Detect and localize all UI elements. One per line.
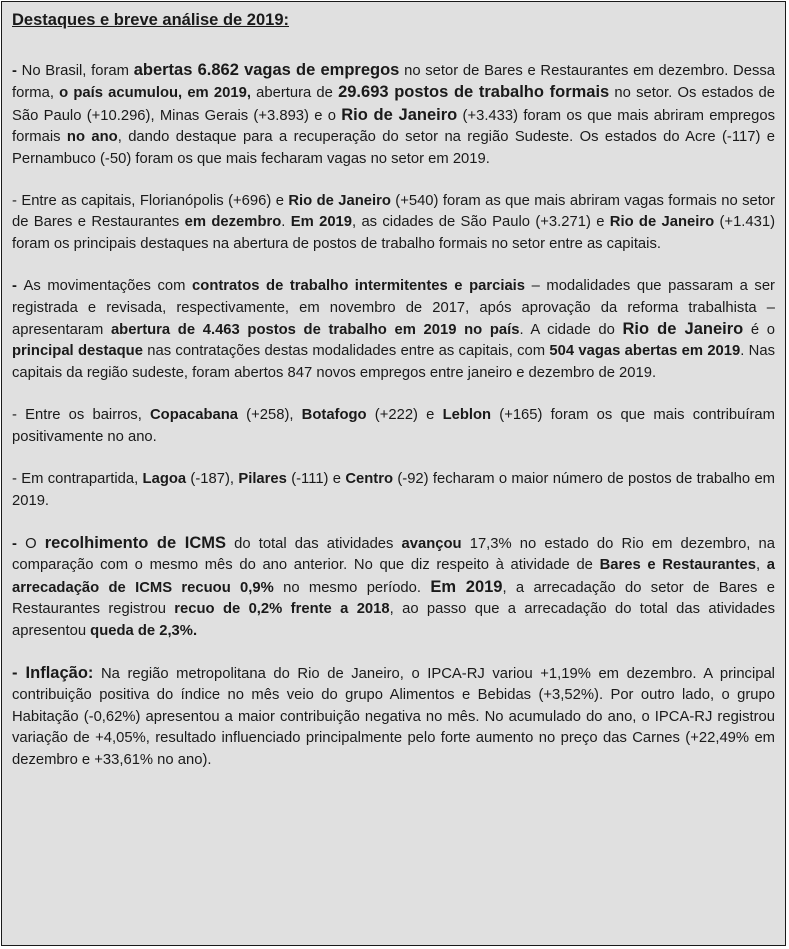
paragraph-3	[12, 276, 775, 384]
highlight-text: abertura de 4.463 postos de trabalho em 2019 no país	[110, 322, 520, 339]
body-text: (+222) e	[366, 407, 443, 424]
body-text: (+258),	[238, 407, 302, 424]
highlight-text: o país acumulou, em 2019,	[59, 85, 251, 102]
body-text: (+3.433) foram os que mais abriram empregos formais	[12, 107, 775, 146]
highlight-text: Rio de Janeiro	[622, 320, 744, 339]
body-text: - Entre as capitais, Florianópolis (+696) e	[12, 193, 289, 210]
highlight-text: Pilares	[238, 471, 287, 488]
body-text: .	[281, 214, 291, 231]
highlight-text: -	[12, 63, 22, 79]
body-text: . Nas capitais da região sudeste, foram abertos 847 novos empregos entre janeiro e dezembro de 2019.	[12, 343, 775, 381]
highlight-text: em dezembro	[184, 214, 282, 231]
highlight-text: Rio de Janeiro	[609, 214, 715, 231]
body-text: (+540) foram as que mais abriram vagas formais no setor de Bares e Restaurantes	[12, 193, 775, 231]
body-text: - Entre os bairros,	[12, 407, 150, 424]
highlight-text: 29.693 postos de trabalho formais	[338, 83, 610, 102]
body-text: do total das atividades	[226, 535, 402, 552]
highlight-text: a arrecadação de ICMS recuou 0,9%	[12, 557, 775, 596]
highlight-text: recolhimento de ICMS	[44, 533, 227, 552]
highlight-text: contratos de trabalho intermitentes e parciais	[192, 278, 526, 295]
body-text: , ao passo que a arrecadação do total das atividades apresentou	[12, 601, 775, 639]
highlight-text: Leblon	[442, 407, 492, 424]
body-text: (-92) fecharam o maior número de postos de trabalho em 2019.	[12, 471, 776, 509]
body-text: no mesmo período.	[273, 579, 431, 596]
body-text: No Brasil, foram	[21, 63, 134, 79]
body-text: . A cidade do	[519, 322, 623, 339]
body-text: - Em contrapartida,	[12, 471, 143, 488]
paragraph-6	[12, 533, 775, 642]
body-text: (-187),	[186, 471, 239, 488]
section-title: Destaques e breve análise de 2019:	[12, 11, 289, 29]
body-text: (-111) e	[286, 471, 346, 488]
highlight-text: Em 2019	[290, 214, 353, 231]
body-text: , dando destaque para a recuperação do setor na região Sudeste. Os estados do Acre (-117) e Pernambuco (-50) foram os que mais fecharam vagas no setor em 2019.	[12, 129, 775, 167]
highlight-text: Rio de Janeiro	[288, 193, 391, 210]
body-text: é o	[743, 322, 775, 339]
paragraph-4	[12, 405, 775, 448]
highlight-text: Copacabana	[150, 407, 238, 424]
paragraph-5	[12, 469, 775, 512]
paragraph-7	[12, 663, 775, 771]
highlight-text: principal destaque	[12, 343, 143, 360]
body-text: As movimentações com	[23, 278, 193, 295]
body-text: (+1.431) foram os principais destaques na abertura de postos de trabalho formais no setor entre as capitais.	[12, 214, 776, 252]
highlight-text: queda de 2,3%.	[90, 622, 198, 639]
paragraph-2	[12, 191, 775, 255]
body-text: O	[25, 535, 45, 552]
body-text: Na região metropolitana do Rio de Janeiro, o IPCA-RJ variou +1,19% em dezembro. A principal contribuição positiva do índice no mês veio do grupo Alimentos e Bebidas (+3,52%). Por outro lado, o grupo Habitação (-0,62%) apresentou a maior contribuição negativa no mês. No acumulado do ano, o IPCA-RJ registrou variação de +4,05%, resultado influenciado principalmente pelo forte aumento no preço das Carnes (+22,49% em dezembro e +33,61% no ano).	[12, 665, 775, 768]
highlight-text: -	[12, 278, 24, 295]
body-text: , a arrecadação do setor de Bares e Restaurantes registrou	[12, 579, 775, 618]
body-text: 17,3% no estado do Rio em dezembro, na comparação com o mesmo mês do ano anterior. No que diz respeito à atividade de	[12, 535, 776, 574]
body-text: ,	[755, 557, 767, 574]
highlight-text: Bares e Restaurantes	[599, 557, 756, 574]
highlights-content	[12, 60, 775, 771]
body-text: , as cidades de São Paulo (+3.271) e	[352, 214, 610, 231]
body-text: abertura de	[250, 85, 339, 102]
highlight-text: Rio de Janeiro	[341, 105, 458, 124]
highlight-text: Em 2019	[430, 577, 503, 596]
highlight-text: -	[12, 535, 26, 552]
highlight-text: 504 vagas abertas em 2019	[549, 343, 741, 360]
highlight-text: recuo de 0,2% frente a 2018	[174, 601, 390, 618]
body-text: no setor. Os estados de São Paulo (+10.296), Minas Gerais (+3.893) e o	[12, 85, 776, 124]
body-text: – modalidades que passaram a ser registrada e revisada, respectivamente, em novembro de 2017, após aprovação da reforma trabalhista – apresentaram	[12, 278, 775, 339]
highlight-text: - Inflação:	[12, 663, 94, 682]
highlights-box	[1, 1, 786, 946]
highlight-text: abertas 6.862 vagas de empregos	[133, 61, 400, 79]
highlight-text: Lagoa	[142, 471, 187, 488]
body-text: nas contratações destas modalidades entre as capitais, com	[142, 343, 550, 360]
highlight-text: avançou	[401, 535, 462, 552]
highlight-text: no ano	[66, 129, 118, 146]
paragraph-1	[12, 60, 775, 170]
body-text: no setor de Bares e Restaurantes em dezembro. Dessa forma,	[12, 63, 775, 102]
body-text: (+165) foram os que mais contribuíram positivamente no ano.	[12, 407, 775, 445]
highlight-text: Botafogo	[301, 407, 367, 424]
highlight-text: Centro	[345, 471, 394, 488]
